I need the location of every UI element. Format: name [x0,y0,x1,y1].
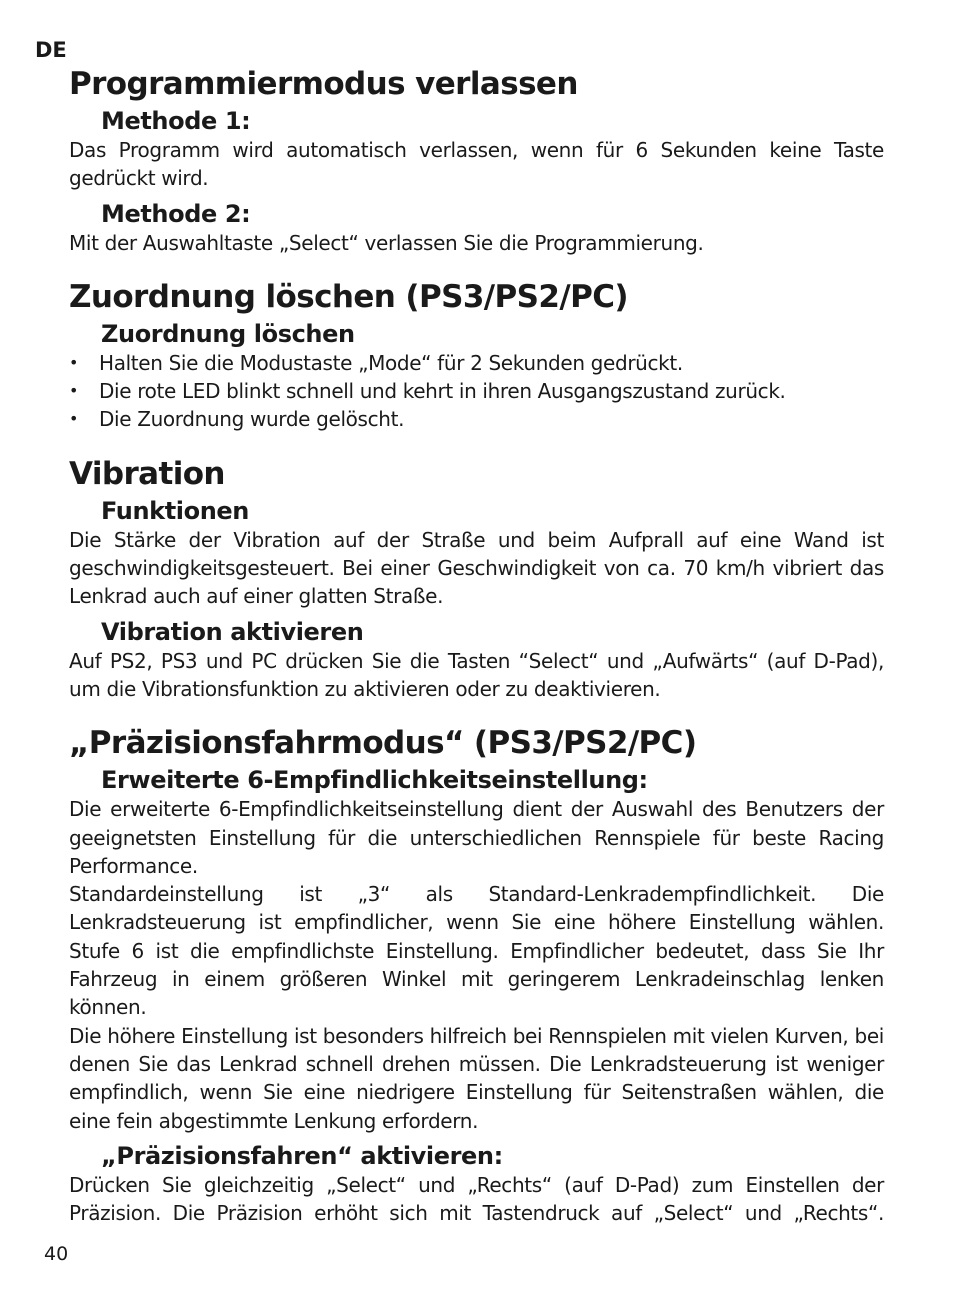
paragraph-functions: Die Stärke der Vibration auf der Straße und beim Aufprall auf eine Wand ist geschwindigkeitsgesteuert. Bei einer Geschwindigkeit von ca. 70 km/h vibriert das Lenkrad auch auf einer glatten Straße. [69,527,884,609]
page-number: 40 [44,1243,69,1265]
paragraph-method-2: Mit der Auswahltaste „Select“ verlassen Sie die Programmierung. [69,230,704,255]
subheading-clear-mapping: Zuordnung löschen [101,319,355,348]
paragraph-activate-vibration: Auf PS2, PS3 und PC drücken Sie die Tasten “Select“ und „Aufwärts“ (auf D-Pad), um die Vibrationsfunktion zu aktivieren oder zu deaktivieren. [69,648,884,701]
bullet-icon: • [69,409,79,429]
heading-precision-mode: „Präzisionsfahrmodus“ (PS3/PS2/PC) [69,725,697,762]
list-item: • Die Zuordnung wurde gelöscht. [69,405,884,433]
subheading-activate-vibration: Vibration aktivieren [101,617,364,646]
bullet-icon: • [69,352,79,372]
heading-vibration: Vibration [69,455,225,492]
paragraph-sensitivity-2: Standardeinstellung ist „3“ als Standard-Lenkradempfindlichkeit. Die Lenkradsteuerung ist empfindlicher, wenn Sie eine höhere Einstellung wählen. Stufe 6 ist die empfindlichste Einstellung. Empfindlicher bedeutet, dass Sie Ihr Fahrzeug in einem größeren Winkel mit geringerem Lenkradeinschlag lenken können. [69,882,884,1020]
bullet-icon: • [69,381,79,401]
subheading-method-1: Methode 1: [101,107,251,135]
heading-clear-mapping: Zuordnung löschen (PS3/PS2/PC) [69,278,628,315]
page-content [69,62,884,1227]
subheading-method-2: Methode 2: [101,199,251,228]
heading-exit-programming: Programmiermodus verlassen [69,66,578,102]
paragraph-sensitivity-3: Die höhere Einstellung ist besonders hilfreich bei Rennspielen mit vielen Kurven, bei denen Sie das Lenkrad schnell drehen müssen. Die Lenkradsteuerung ist weniger empfindlich, wenn Sie eine niedrigere Einstellung für Seitenstraßen wählen, die eine fein abgestimmte Lenkung erfordern. [69,1023,884,1133]
subheading-sensitivity: Erweiterte 6-Empfindlichkeitseinstellung: [101,766,648,795]
list-item: • Die rote LED blinkt schnell und kehrt in ihren Ausgangszustand zurück. [69,377,884,405]
paragraph-sensitivity-1: Die erweiterte 6-Empfindlichkeitseinstellung dient der Auswahl des Benutzers der geeignetsten Einstellung für die unterschiedlichen Rennspiele für beste Racing Performance. [69,797,884,878]
clear-mapping-list [69,349,884,434]
paragraph-activate-precision: Drücken Sie gleichzeitig „Select“ und „Rechts“ (auf D-Pad) zum Einstellen der Präzision. Die Präzision erhöht sich mit Tastendruck auf „Select“ und „Rechts“. [69,1172,884,1226]
subheading-activate-precision: „Präzisionsfahren“ aktivieren: [101,1141,503,1170]
subheading-functions: Funktionen [101,496,249,525]
paragraph-method-1: Das Programm wird automatisch verlassen, wenn für 6 Sekunden keine Taste gedrückt wird. [69,138,884,191]
list-item: • Halten Sie die Modustaste „Mode“ für 2 Sekunden gedrückt. [69,349,884,377]
language-tag: DE [35,38,67,62]
